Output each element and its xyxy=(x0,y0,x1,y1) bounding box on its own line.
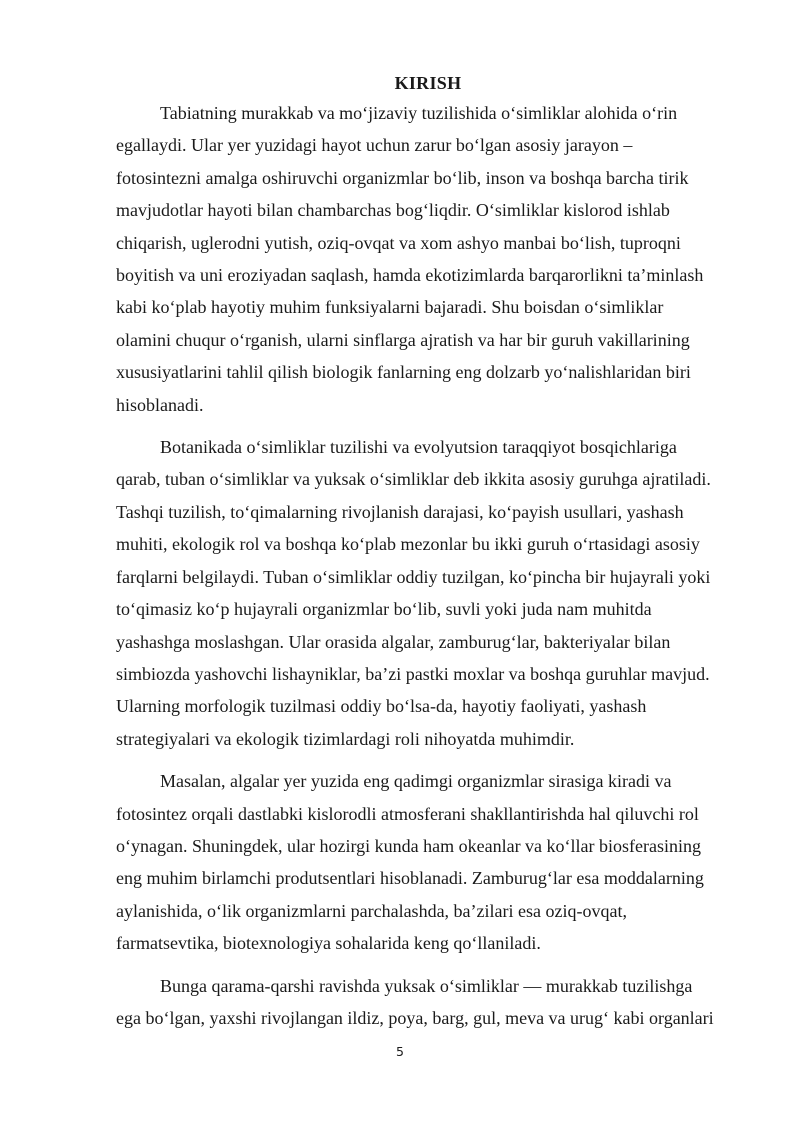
paragraph-line: aylanishida, o‘lik organizmlarni parchalashda, ba’zilari esa oziq-ovqat, xyxy=(116,900,627,921)
paragraph-line: ega bo‘lgan, yaxshi rivojlangan ildiz, poya, barg, gul, meva va urug‘ kabi organlari xyxy=(116,1007,714,1028)
paragraph-line: Bunga qarama-qarshi ravishda yuksak o‘simliklar — murakkab tuzilishga xyxy=(160,975,693,996)
paragraph-line: muhiti, ekologik rol va boshqa ko‘plab mezonlar bu ikki guruh o‘rtasidagi asosiy xyxy=(116,534,700,555)
paragraph-4 xyxy=(116,970,740,1035)
paragraph-line: hisoblanadi. xyxy=(116,394,204,415)
paragraph-line: olamini chuqur o‘rganish, ularni sinflarga ajratish va har bir guruh vakillarining xyxy=(116,329,690,350)
paragraph-line: strategiyalari va ekologik tizimlardagi roli nihoyatda muhimdir. xyxy=(116,728,575,749)
paragraph-line: Tabiatning murakkab va mo‘jizaviy tuzilishida o‘simliklar alohida o‘rin xyxy=(160,103,678,123)
paragraph-line: fotosintezni amalga oshiruvchi organizmlar bo‘lib, inson va boshqa barcha tirik xyxy=(116,167,689,188)
paragraph-line: to‘qimasiz ko‘p hujayrali organizmlar bo‘lib, suvli yoki juda nam muhitda xyxy=(116,599,652,620)
paragraph-line: egallaydi. Ular yer yuzidagi hayot uchun zarur bo‘lgan asosiy jarayon – xyxy=(116,135,633,156)
paragraph-line: chiqarish, uglerodni yutish, oziq-ovqat va xom ashyo manbai bo‘lish, tuproqni xyxy=(116,232,681,253)
page-title: KIRISH xyxy=(394,73,462,93)
page-number: 5 xyxy=(396,1044,404,1059)
paragraph-line: xususiyatlarini tahlil qilish biologik fanlarning eng dolzarb yo‘nalishlaridan biri xyxy=(116,362,691,383)
paragraph-line: kabi ko‘plab hayotiy muhim funksiyalarni bajaradi. Shu boisdan o‘simliklar xyxy=(116,297,664,318)
paragraph-line: eng muhim birlamchi produtsentlari hisoblanadi. Zamburug‘lar esa moddalarning xyxy=(116,868,704,889)
paragraph-line: fotosintez orqali dastlabki kislorodli atmosferani shakllantirishda hal qiluvchi rol xyxy=(116,803,699,824)
paragraph-line: boyitish va uni eroziyadan saqlash, hamda ekotizimlarda barqarorlikni ta’minlash xyxy=(116,265,704,286)
paragraph-line: Tashqi tuzilish, to‘qimalarning rivojlanish darajasi, ko‘payish usullari, yashash xyxy=(116,501,684,522)
paragraph-line: yashashga moslashgan. Ular orasida algalar, zamburug‘lar, bakteriyalar bilan xyxy=(116,631,671,652)
paragraph-2 xyxy=(116,431,740,755)
document-page xyxy=(116,70,740,1044)
paragraph-line: qarab, tuban o‘simliklar va yuksak o‘simliklar deb ikkita asosiy guruhga ajratiladi. xyxy=(116,469,711,490)
paragraph-line: farqlarni belgilaydi. Tuban o‘simliklar oddiy tuzilgan, ko‘pincha bir hujayrali yoki xyxy=(116,566,711,587)
paragraph-line: Ularning morfologik tuzilmasi oddiy bo‘lsa-da, hayotiy faoliyati, yashash xyxy=(116,696,647,717)
paragraph-line: o‘ynagan. Shuningdek, ular hozirgi kunda ham okeanlar va ko‘llar biosferasining xyxy=(116,835,702,856)
paragraph-3 xyxy=(116,765,740,959)
paragraph-line: simbiozda yashovchi lishayniklar, ba’zi pastki moxlar va boshqa guruhlar mavjud. xyxy=(116,663,710,684)
paragraph-line: Masalan, algalar yer yuzida eng qadimgi organizmlar sirasiga kiradi va xyxy=(160,771,672,792)
paragraph-1 xyxy=(116,97,740,421)
paragraph-line: farmatsevtika, biotexnologiya sohalarida keng qo‘llaniladi. xyxy=(116,933,541,954)
paragraph-line: mavjudotlar hayoti bilan chambarchas bog‘liqdir. O‘simliklar kislorod ishlab xyxy=(116,200,670,221)
paragraph-line: Botanikada o‘simliklar tuzilishi va evolyutsion taraqqiyot bosqichlariga xyxy=(160,437,677,458)
